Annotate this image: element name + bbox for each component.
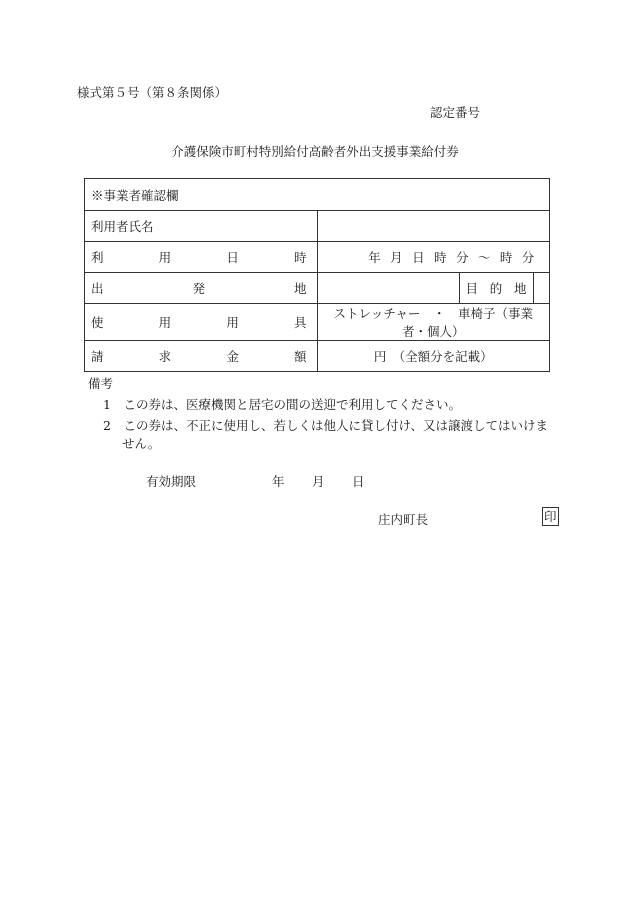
usage-datetime-label-cell — [85, 242, 318, 273]
month-unit: 月 — [390, 250, 403, 265]
minute-unit-2: 分 — [521, 250, 535, 265]
seal-mark: 印 — [544, 509, 557, 524]
destination-field[interactable] — [534, 273, 550, 303]
equipment-row — [85, 304, 550, 341]
equipment-label-cell — [85, 304, 318, 341]
label-char: 具 — [293, 315, 307, 330]
tilde: ～ — [477, 250, 491, 265]
operator-confirmation-cell[interactable] — [85, 179, 550, 211]
user-name-row — [85, 211, 550, 242]
day-unit: 日 — [412, 250, 425, 265]
note-item-2-continuation: せん。 — [122, 436, 161, 451]
label-char: 時 — [293, 250, 307, 265]
label-char: 出 — [91, 281, 104, 296]
note-item-2: 2 この券は、不正に使用し、若しくは他人に貸し付け、又は譲渡してはいけま — [103, 418, 548, 433]
validity-month: 月 — [312, 474, 325, 489]
form-number: 様式第５号（第８条関係） — [77, 85, 228, 100]
note-item-1: 1 この券は、医療機関と居宅の間の送迎で利用してください。 — [103, 397, 461, 412]
usage-datetime-row — [85, 242, 550, 273]
billing-label — [91, 347, 311, 365]
usage-datetime-field[interactable] — [317, 242, 550, 273]
label-char: 使 — [91, 315, 104, 330]
label-char: 額 — [293, 349, 307, 364]
label-char: 請 — [91, 349, 104, 364]
user-name-field[interactable] — [317, 211, 550, 242]
equipment-field[interactable] — [317, 304, 550, 341]
year-unit: 年 — [368, 250, 381, 265]
billing-value: 円 （全額分を記載） — [373, 349, 493, 364]
user-name-label: 利用者氏名 — [91, 219, 154, 234]
validity-year: 年 — [272, 474, 285, 489]
label-char: 日 — [226, 250, 239, 265]
label-char: 目 — [465, 281, 479, 296]
departure-destination-cell — [317, 273, 550, 304]
notes-heading: 備考 — [88, 376, 114, 391]
label-char: 発 — [192, 281, 205, 296]
hour-unit-2: 時 — [499, 250, 513, 265]
label-char: 用 — [158, 315, 172, 330]
departure-row — [85, 273, 550, 304]
usage-datetime-units — [324, 248, 544, 266]
label-char: 地 — [293, 281, 307, 296]
equipment-value: ストレッチャー ・ 車椅子（事業者・個人） — [333, 306, 533, 339]
equipment-label — [91, 313, 311, 331]
minute-unit: 分 — [455, 250, 469, 265]
certification-number-label: 認定番号 — [430, 105, 481, 120]
label-char: 求 — [158, 349, 172, 364]
departure-field[interactable] — [318, 273, 460, 303]
destination-label — [460, 273, 534, 303]
document-title: 介護保険市町村特別給付高齢者外出支援事業給付券 — [171, 144, 459, 159]
operator-confirmation-label: ※事業者確認欄 — [91, 187, 179, 203]
label-char: 用 — [158, 250, 172, 265]
billing-label-cell — [85, 341, 318, 372]
hour-unit: 時 — [434, 250, 447, 265]
departure-label-cell — [85, 273, 318, 304]
label-char: 用 — [226, 315, 239, 330]
validity-label: 有効期限 — [146, 474, 197, 489]
label-char: 的 — [489, 281, 503, 296]
mayor-title: 庄内町長 — [378, 512, 429, 527]
label-char: 地 — [513, 281, 527, 296]
label-char: 利 — [91, 250, 104, 265]
operator-confirmation-row — [85, 179, 550, 211]
usage-datetime-label — [91, 248, 311, 266]
billing-row — [85, 341, 550, 372]
validity-period — [146, 472, 365, 490]
label-char: 金 — [226, 349, 239, 364]
user-name-label-cell — [85, 211, 318, 242]
departure-label — [91, 279, 311, 297]
validity-day: 日 — [352, 474, 365, 489]
billing-field[interactable] — [317, 341, 550, 372]
voucher-table — [84, 178, 550, 372]
